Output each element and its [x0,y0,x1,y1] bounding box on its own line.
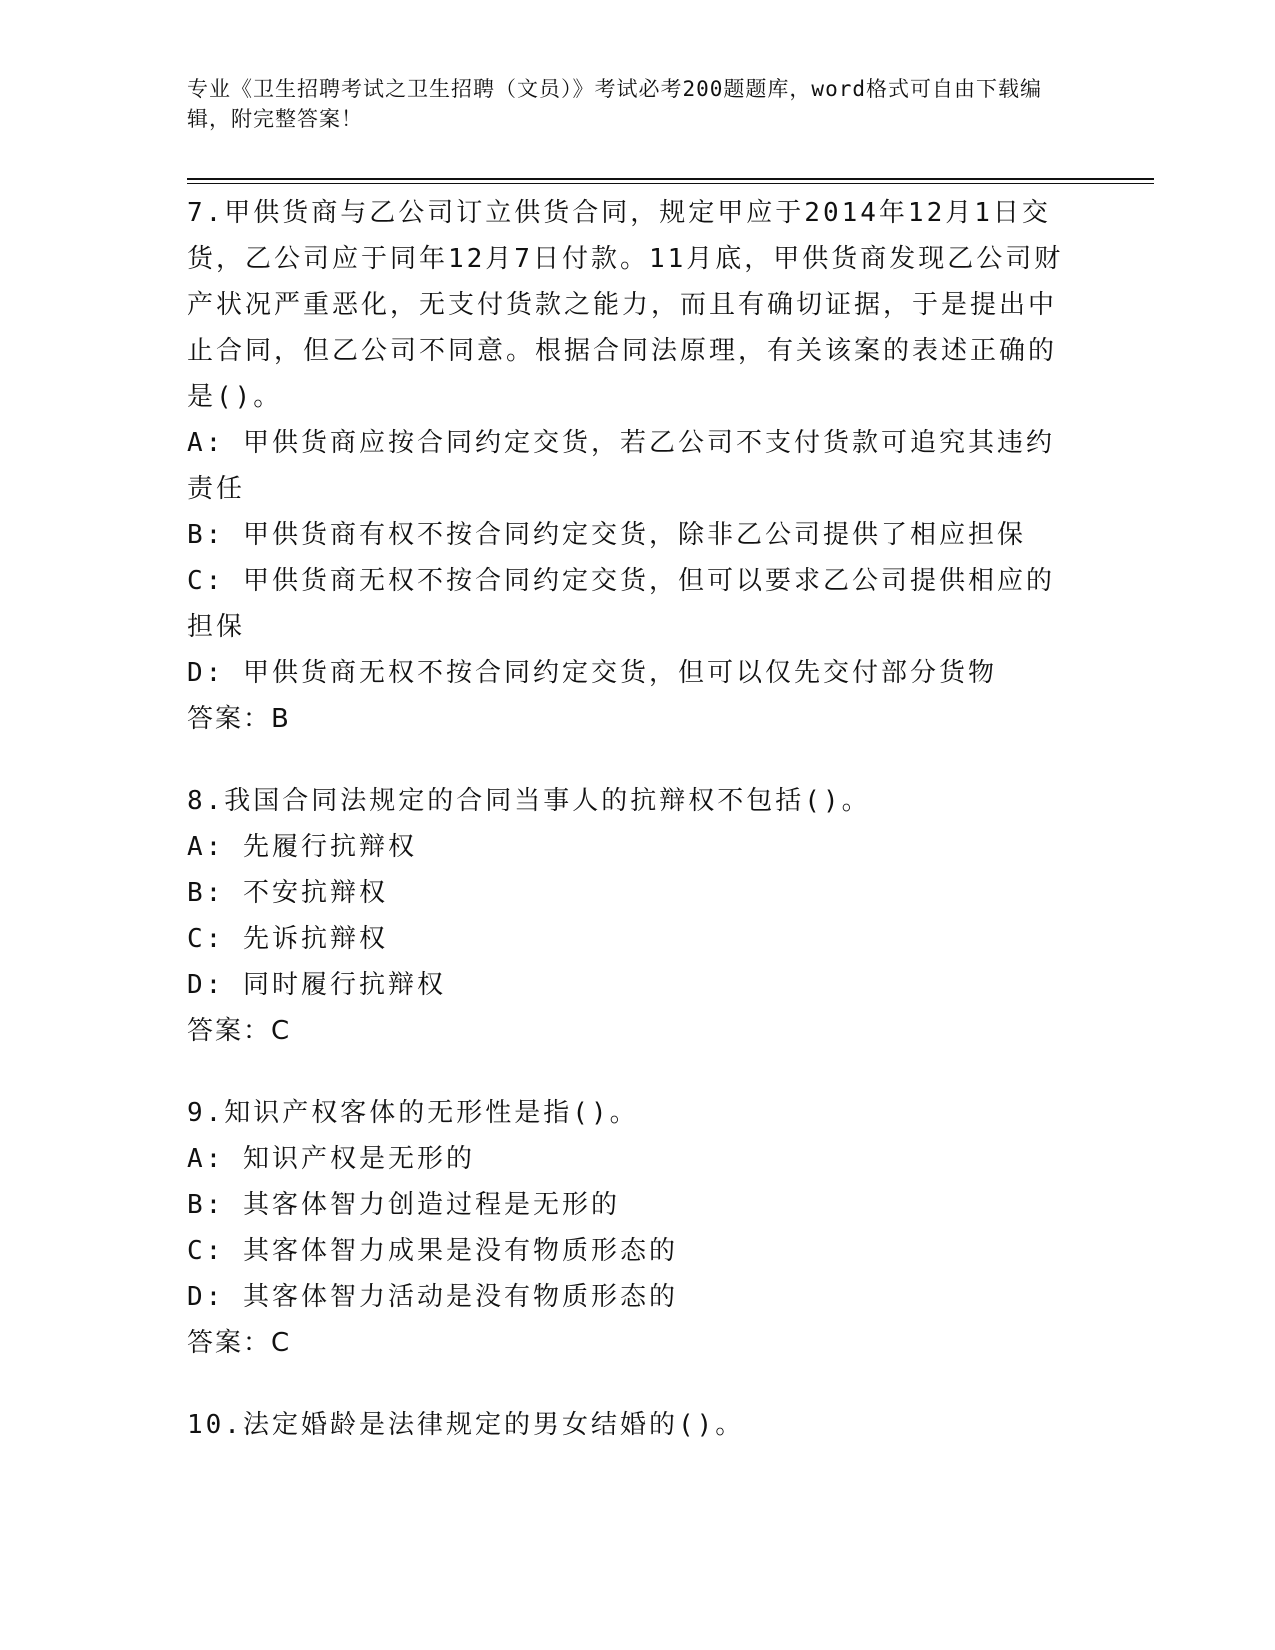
option-a: A: 知识产权是无形的 [187,1144,475,1174]
document-header: 专业《卫生招聘考试之卫生招聘（文员）》考试必考200题题库，word格式可自由下载编辑，附完整答案！ [187,77,1042,131]
question-9 [187,1090,1087,1366]
option-b: B: 甲供货商有权不按合同约定交货，除非乙公司提供了相应担保 [187,520,1026,550]
question-7 [187,190,1087,742]
question-stem: 7.甲供货商与乙公司订立供货合同，规定甲应于2014年12月1日交货，乙公司应于同年12月7日付款。11月底，甲供货商发现乙公司财产状况严重恶化，无支付货款之能力，而且有确切证据，于是提出中止合同，但乙公司不同意。根据合同法原理，有关该案的表述正确的是()。 [187,198,1064,412]
question-list [187,190,1087,1484]
header-rule-thick [187,178,1154,180]
question-8 [187,778,1087,1054]
option-b: B: 其客体智力创造过程是无形的 [187,1190,620,1220]
question-10 [187,1402,1087,1448]
option-c: C: 甲供货商无权不按合同约定交货，但可以要求乙公司提供相应的担保 [187,566,1055,642]
option-a: A: 甲供货商应按合同约定交货，若乙公司不支付货款可追究其违约责任 [187,428,1055,504]
answer-label: 答案：B [187,704,291,734]
option-b: B: 不安抗辩权 [187,878,388,908]
question-stem: 9.知识产权客体的无形性是指()。 [187,1098,639,1128]
option-d: D: 其客体智力活动是没有物质形态的 [187,1282,678,1312]
option-a: A: 先履行抗辩权 [187,832,417,862]
option-c: C: 其客体智力成果是没有物质形态的 [187,1236,678,1266]
option-c: C: 先诉抗辩权 [187,924,388,954]
question-stem: 10.法定婚龄是法律规定的男女结婚的()。 [187,1410,745,1440]
answer-label: 答案：C [187,1016,292,1046]
header-rule-thin [187,183,1154,184]
question-stem: 8.我国合同法规定的合同当事人的抗辩权不包括()。 [187,786,871,816]
option-d: D: 同时履行抗辩权 [187,970,446,1000]
answer-label: 答案：C [187,1328,292,1358]
option-d: D: 甲供货商无权不按合同约定交货，但可以仅先交付部分货物 [187,658,997,688]
